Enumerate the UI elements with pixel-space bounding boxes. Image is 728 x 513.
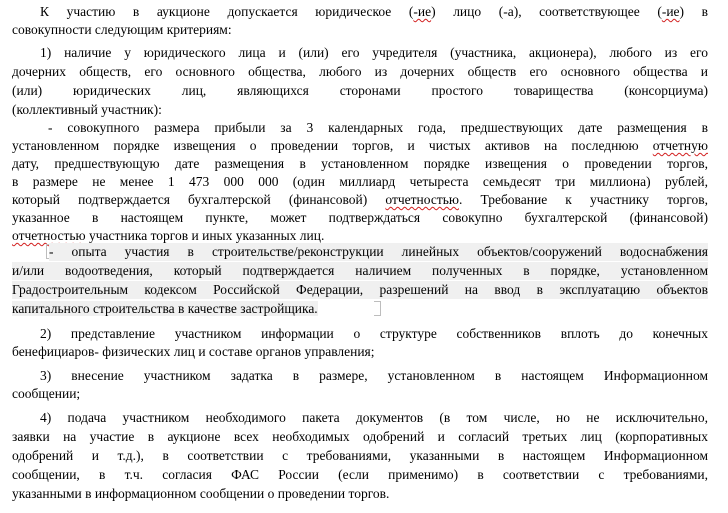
paragraph-intro-line-2: совокупности следующим критериям: — [12, 22, 232, 37]
criterion-1-line-1: 1) наличие у юридического лица и (или) его учредителя (участника, акционера), любого из его — [40, 45, 708, 60]
sub-item-experience-line-1[interactable]: - опыта участия в строительстве/реконструкции линейных объектов/сооружений водоснабжения — [49, 244, 708, 259]
spellcheck-underline: отчетностью — [385, 192, 459, 207]
spellcheck-underline: отчетностью — [12, 228, 86, 243]
spellcheck-underline: -ие — [413, 4, 432, 19]
criterion-1-line-2: дочерних обществ, его основного общества, любого из дочерних обществ его основного общества и — [12, 64, 708, 79]
criterion-4-line-3: одобрений и т.д.), в соответствии с требованиями, указанными в настоящем Информационном — [12, 448, 708, 463]
sub-item-profit-line-7: отчетностью участника торгов и иных указанных лиц. — [12, 228, 325, 243]
criterion-4-line-1: 4) подача участником необходимого пакета документов (в том числе, но не исключительно, — [40, 410, 708, 425]
criterion-3-line-2: сообщении; — [12, 386, 81, 401]
paragraph-intro-line-1: К участию в аукционе допускается юридическое (-ие) лицо (-а), соответствующее (-ие) в — [40, 4, 709, 19]
criterion-2-line-1: 2) представление участником информации о структуре собственников вплоть до конечных — [40, 326, 708, 341]
sub-item-profit-line-1: - совокупного размера прибыли за 3 календарных года, предшествующих дате размещения в — [48, 120, 708, 135]
criterion-1-line-4: (коллективный участник): — [12, 102, 162, 117]
sub-item-experience-line-3[interactable]: Градостроительным кодексом Российской Федерации, разрешений на ввод в эксплуатацию объектов — [12, 282, 708, 297]
sub-item-profit-line-2: установленном порядке извещения о проведении торгов, и чистых активов на последнюю отчетную — [12, 138, 708, 153]
sub-item-experience-line-2[interactable]: и/или водоотведения, который подтверждается наличием полученных в порядке, установленном — [12, 263, 708, 278]
sub-item-profit-line-4: в размере не менее 1 473 000 000 (один миллиард четыреста семьдесят три миллиона) рублей, — [12, 174, 708, 189]
sub-item-profit-line-5: который подтверждается бухгалтерской (финансовой) отчетностью. Требование к участнику торгов, — [12, 192, 708, 207]
spellcheck-underline: отчетную — [652, 138, 708, 153]
criterion-4-line-2: заявки на участие в аукционе всех необходимых одобрений и согласий третьих лиц (корпоративных — [12, 429, 708, 444]
criterion-4-line-4: сообщении, в т.ч. согласия ФАС России (если применимо) в соответствии с требованиями, — [12, 467, 708, 482]
spellcheck-underline: -ие — [661, 4, 680, 19]
criterion-1-line-3: (или) юридических лиц, являющихся сторонами простого товарищества (консорциума) — [12, 83, 708, 98]
sub-item-experience-line-4[interactable]: капитального строительства в качестве застройщика. — [12, 301, 318, 316]
sub-item-profit-line-6: указанное в настоящем пункте, может подтверждаться совокупно бухгалтерской (финансовой) — [12, 210, 708, 225]
criterion-2-line-2: бенефициаров- физических лиц и составе органов управления; — [12, 344, 375, 359]
criterion-4-line-5: указанными в информационном сообщении о проведении торгов. — [12, 486, 390, 501]
content-control-end-marker — [374, 301, 381, 316]
sub-item-profit-line-3: дату, предшествующую дате размещения в установленном порядке извещения о проведении торгов, — [12, 156, 708, 171]
criterion-3-line-1: 3) внесение участником задатка в размере, установленном в настоящем Информационном — [40, 368, 708, 383]
